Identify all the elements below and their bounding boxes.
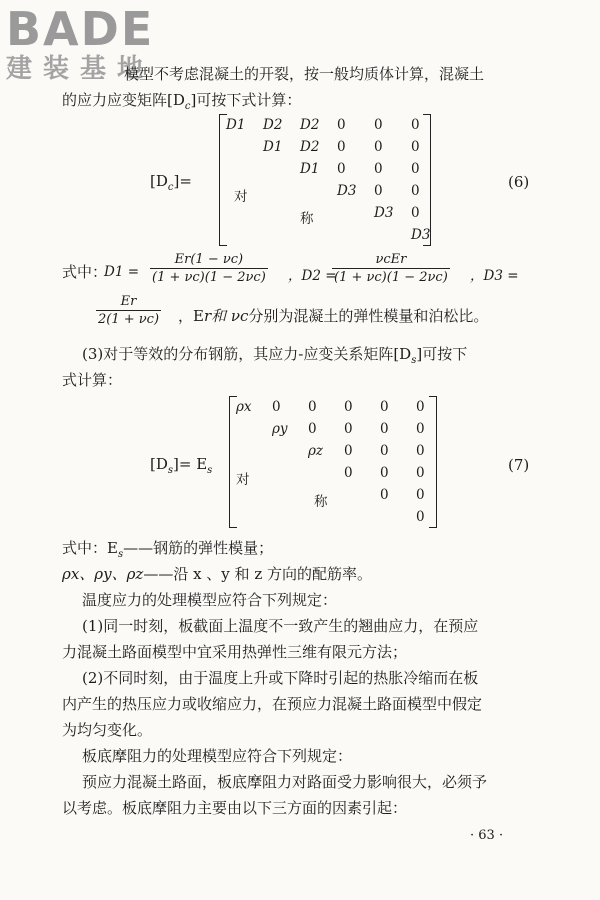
def-line: ，Er和 νc分别为混凝土的弹性模量和泊松比。 <box>178 307 489 325</box>
eq6-cell: 0 <box>411 183 420 199</box>
eq7-number: (7) <box>508 456 530 474</box>
text-line-12: 为均匀变化。 <box>62 721 153 739</box>
where-lead: 式中： <box>62 263 108 281</box>
eq7-cell: 0 <box>380 487 389 503</box>
eq7-cell: 0 <box>380 399 389 415</box>
eq6-cell: D2 <box>263 117 283 133</box>
def-d3-den: 2(1 + νc) <box>98 312 160 327</box>
eq6-cell: D2 <box>300 117 320 133</box>
eq6-cell: 0 <box>374 117 383 133</box>
eq7-cell: 0 <box>344 465 353 481</box>
def-d3-num: Er <box>120 294 137 309</box>
eq6-cell: 0 <box>337 139 346 155</box>
eq7-cell: 0 <box>380 421 389 437</box>
eq7-cell: 0 <box>416 421 425 437</box>
text-line-15: 以考虑。板底摩阻力主要由以下三方面的因素引起： <box>62 799 408 817</box>
text-line-10: (2)不同时刻，由于温度上升或下降时引起的热胀冷缩而在板 <box>82 669 479 687</box>
eq7-cell: 0 <box>308 421 317 437</box>
text-line-4: 式计算： <box>62 371 123 389</box>
eq7-cell: 0 <box>416 465 425 481</box>
text-line-2: 的应力应变矩阵$[D_c]$可按下式计算： <box>62 91 302 112</box>
def-d1-fraction <box>150 252 268 285</box>
text-line-5: 式中：$E_s——$钢筋的弹性模量； <box>62 539 274 560</box>
def-d3-fraction <box>96 294 161 327</box>
eq7-sym-1: 对 <box>236 472 250 488</box>
eq7-cell: 0 <box>344 399 353 415</box>
eq7-cell: ρx <box>236 399 252 415</box>
def-d1-label: D1 = <box>104 264 140 280</box>
brand-subtitle: 建装基地 <box>6 54 155 84</box>
eq6-cell: 0 <box>374 161 383 177</box>
eq6-number: (6) <box>508 173 530 191</box>
eq6-lhs: $[D_c]=$ <box>150 172 192 193</box>
eq6-cell: 0 <box>337 161 346 177</box>
def-d2-fraction <box>332 252 450 285</box>
eq7-cell: 0 <box>308 399 317 415</box>
eq7-cell: 0 <box>272 399 281 415</box>
page-number: · 63 · <box>470 828 504 843</box>
eq6-cell: D1 <box>263 139 283 155</box>
eq6-cell: 0 <box>411 117 420 133</box>
eq6-cell: D3 <box>337 183 357 199</box>
eq7-cell: ρz <box>308 443 324 459</box>
text-line-9: 力混凝土路面模型中宜采用热弹性三维有限元方法； <box>62 643 408 661</box>
def-d2-den: (1 + νc)(1 − 2νc) <box>334 270 448 285</box>
text-line-7: 温度应力的处理模型应符合下列规定： <box>82 591 338 609</box>
def-d1-num: Er(1 − νc) <box>174 252 244 267</box>
def-d3-label: ，D3 = <box>470 268 519 284</box>
eq6-sym-1: 对 <box>234 189 248 205</box>
text-line-1: 模型不考虑混凝土的开裂，按一般均质体计算，混凝土 <box>124 65 485 83</box>
eq7-sym-2: 称 <box>314 494 328 510</box>
eq7-bracket-left <box>229 396 237 528</box>
def-d1-den: (1 + νc)(1 − 2νc) <box>152 270 266 285</box>
text-line-3: (3)对于等效的分布钢筋，其应力-应变关系矩阵$[D_s]$可按下 <box>82 345 468 366</box>
text-line-8: (1)同一时刻，板截面上温度不一致产生的翘曲应力，在预应 <box>82 617 479 635</box>
eq7-cell: 0 <box>344 421 353 437</box>
eq7-cell: ρy <box>272 421 288 437</box>
eq6-cell: D1 <box>300 161 320 177</box>
text-line-6: ρx、ρy、ρz——沿 x 、y 和 z 方向的配筋率。 <box>62 565 372 583</box>
eq7-lhs: $[D_s]= E_s$ <box>150 455 213 476</box>
eq7-cell: 0 <box>380 465 389 481</box>
eq6-cell: 0 <box>411 161 420 177</box>
eq6-cell: 0 <box>374 139 383 155</box>
def-d2-num: νcEr <box>375 252 407 267</box>
eq6-cell: 0 <box>411 139 420 155</box>
eq6-cell: 0 <box>411 205 420 221</box>
text-line-13: 板底摩阻力的处理模型应符合下列规定： <box>82 747 353 765</box>
eq6-cell: D3 <box>411 227 431 243</box>
eq7-cell: 0 <box>344 443 353 459</box>
eq7-cell: 0 <box>380 443 389 459</box>
eq7-cell: 0 <box>416 399 425 415</box>
text-line-14: 预应力混凝土路面，板底摩阻力对路面受力影响很大，必须予 <box>82 773 488 791</box>
brand-logo: BADE <box>6 2 155 56</box>
eq7-cell: 0 <box>416 487 425 503</box>
eq6-cell: 0 <box>337 117 346 133</box>
eq6-cell: D2 <box>300 139 320 155</box>
eq7-cell: 0 <box>416 509 425 525</box>
eq6-bracket-left <box>219 114 227 246</box>
eq6-cell: D1 <box>226 117 246 133</box>
eq7-bracket-right <box>429 396 437 528</box>
eq6-cell: 0 <box>374 183 383 199</box>
eq7-cell: 0 <box>416 443 425 459</box>
eq6-cell: D3 <box>374 205 394 221</box>
def-d2-label: ，D2 = <box>288 268 337 284</box>
eq6-sym-2: 称 <box>300 211 314 227</box>
text-line-11: 内产生的热压应力或收缩应力，在预应力混凝土路面模型中假定 <box>62 695 483 713</box>
